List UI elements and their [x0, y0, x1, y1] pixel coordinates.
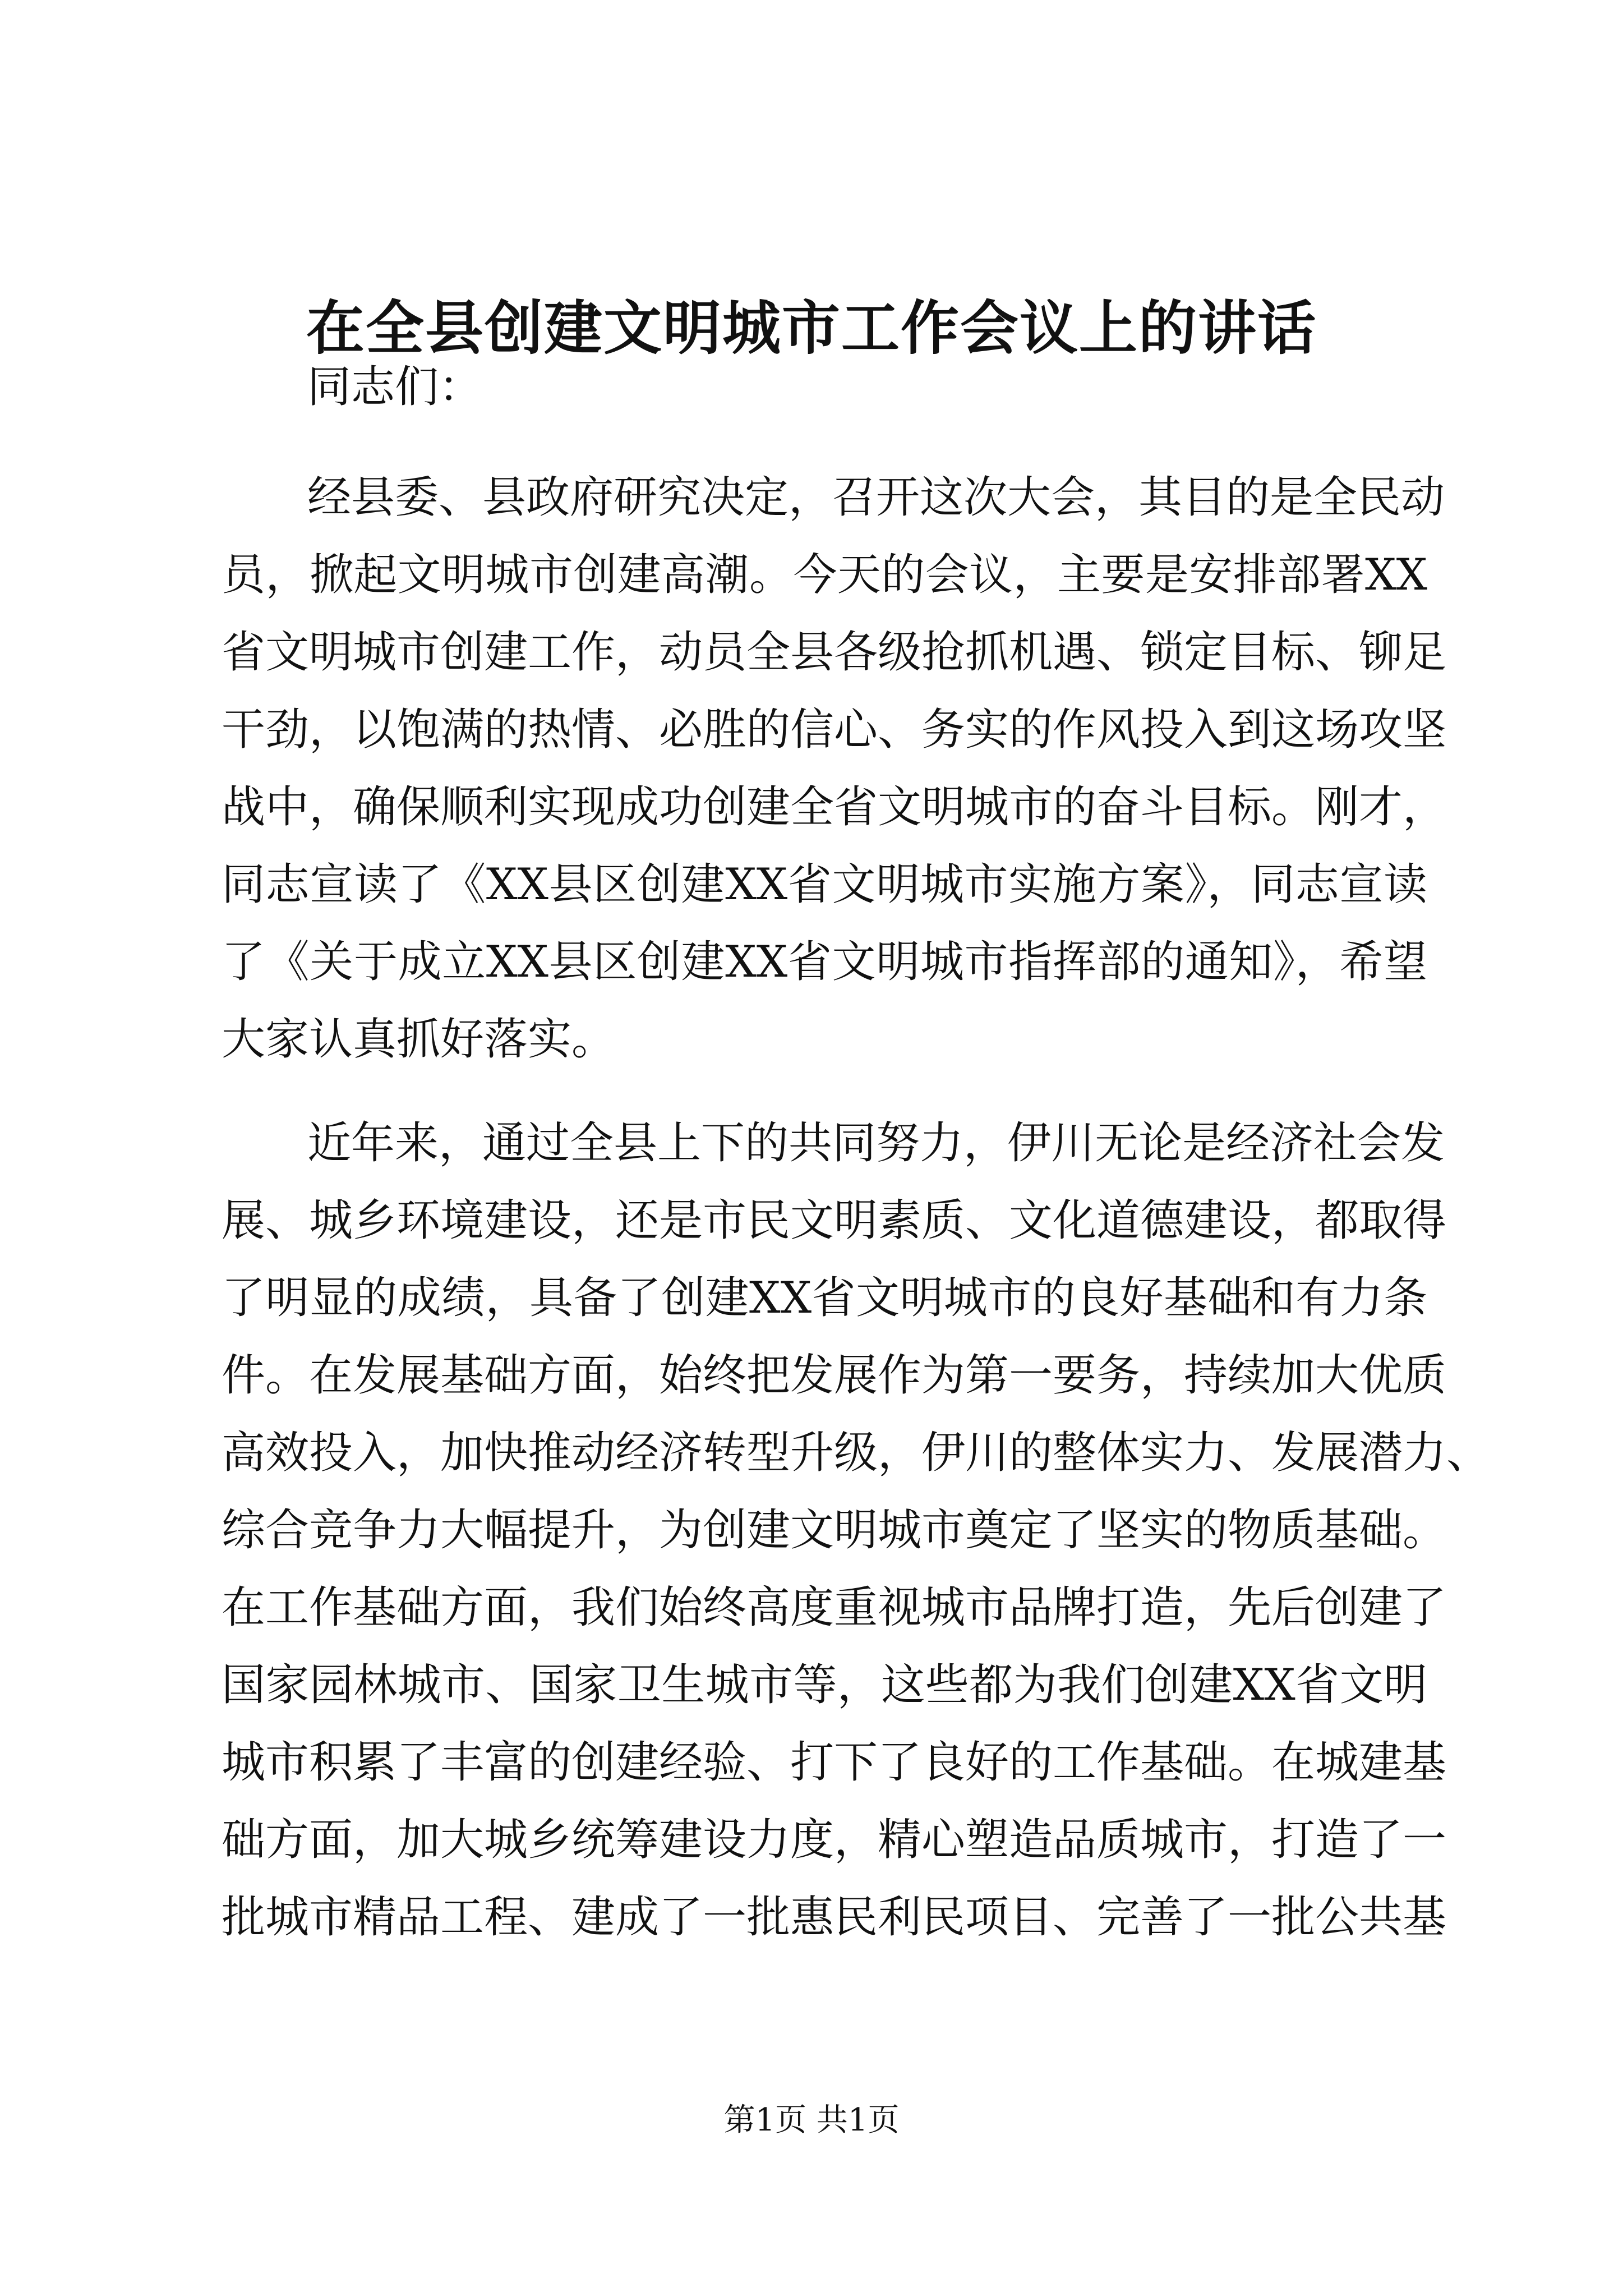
- paragraph-2-line: 国家园林城市、国家卫生城市等，这些都为我们创建XX省文明: [222, 1660, 1427, 1710]
- paragraph-2-line: 综合竞争力大幅提升，为创建文明城市奠定了坚实的物质基础。: [222, 1505, 1447, 1556]
- paragraph-2-line: 批城市精品工程、建成了一批惠民利民项目、完善了一批公共基: [222, 1892, 1447, 1943]
- paragraph-2-line: 展、城乡环境建设，还是市民文明素质、文化道德建设，都取得: [222, 1195, 1447, 1246]
- page-footer: 第1页 共1页: [723, 2102, 900, 2138]
- document-title: 在全县创建文明城市工作会议上的讲话: [306, 293, 1317, 362]
- paragraph-1-line: 员，掀起文明城市创建高潮。今天的会议，主要是安排部署XX: [222, 550, 1427, 600]
- paragraph-1-line: 经县委、县政府研究决定，召开这次大会，其目的是全民动: [307, 472, 1445, 523]
- paragraph-1-line: 大家认真抓好落实。: [222, 1014, 616, 1065]
- paragraph-1-line: 同志宣读了《XX县区创建XX省文明城市实施方案》，同志宣读: [222, 859, 1427, 910]
- paragraph-2-line: 近年来，通过全县上下的共同努力，伊川无论是经济社会发: [307, 1118, 1445, 1168]
- paragraph-2-line: 城市积累了丰富的创建经验、打下了良好的工作基础。在城建基: [222, 1737, 1447, 1788]
- paragraph-1-line: 省文明城市创建工作，动员全县各级抢抓机遇、锁定目标、铆足: [222, 627, 1447, 678]
- paragraph-1-line: 战中，确保顺利实现成功创建全省文明城市的奋斗目标。刚才，: [222, 782, 1447, 832]
- paragraph-1-line: 了《关于成立XX县区创建XX省文明城市指挥部的通知》，希望: [222, 937, 1427, 987]
- paragraph-2-line: 础方面，加大城乡统筹建设力度，精心塑造品质城市，打造了一: [222, 1815, 1447, 1865]
- paragraph-2-line: 在工作基础方面，我们始终高度重视城市品牌打造，先后创建了: [222, 1582, 1447, 1633]
- salutation: 同志们：: [307, 362, 483, 412]
- paragraph-2-line: 件。在发展基础方面，始终把发展作为第一要务，持续加大优质: [222, 1350, 1447, 1401]
- paragraph-2-line: 高效投入，加快推动经济转型升级，伊川的整体实力、发展潜力、: [222, 1428, 1491, 1478]
- paragraph-1-line: 干劲，以饱满的热情、必胜的信心、务实的作风投入到这场攻坚: [222, 705, 1447, 755]
- paragraph-2-line: 了明显的成绩，具备了创建XX省文明城市的良好基础和有力条: [222, 1273, 1427, 1323]
